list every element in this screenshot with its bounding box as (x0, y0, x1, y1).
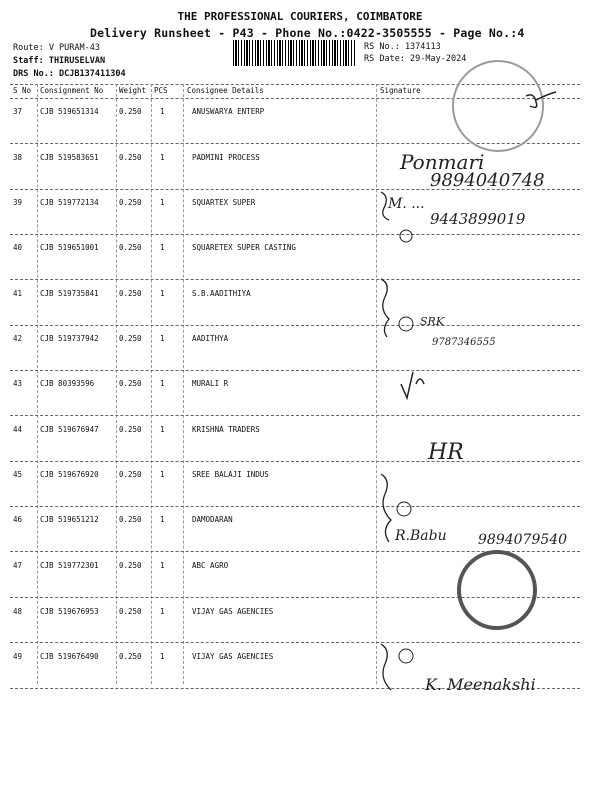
brace-stroke (381, 644, 391, 690)
row-consignee: SQUARETEX SUPER CASTING (192, 243, 296, 252)
col-weight: Weight (119, 86, 147, 95)
row-weight: 0.250 (119, 607, 142, 616)
checkmark-circle (399, 317, 413, 331)
row-pcs: 1 (160, 515, 165, 524)
row-consignee: KRISHNA TRADERS (192, 425, 260, 434)
scribble-stroke (526, 92, 556, 107)
row-weight: 0.250 (119, 289, 142, 298)
row-weight: 0.250 (119, 107, 142, 116)
row-consignee: SQUARTEX SUPER (192, 198, 256, 207)
brace-stroke (381, 279, 389, 337)
col-consignment: Consignment No (40, 86, 104, 95)
brace-stroke (381, 192, 389, 220)
col-signature: Signature (380, 86, 421, 95)
brace-stroke (381, 474, 391, 542)
signature-scribbles (376, 84, 600, 734)
row-sno: 46 (13, 515, 23, 524)
row-weight: 0.250 (119, 470, 142, 479)
row-pcs: 1 (160, 425, 165, 434)
staff-label: Staff: THIRUSELVAN (13, 56, 106, 66)
row-consignment-no: CJB 519651001 (40, 243, 99, 252)
row-consignee: VIJAY GAS AGENCIES (192, 607, 274, 616)
row-weight: 0.250 (119, 561, 142, 570)
row-consignee: PADMINI PROCESS (192, 153, 260, 162)
row-consignment-no: CJB 519651212 (40, 515, 99, 524)
row-pcs: 1 (160, 607, 165, 616)
company-title: THE PROFESSIONAL COURIERS, COIMBATORE (177, 10, 423, 23)
row-sno: 41 (13, 289, 23, 298)
row-consignee: DAMODARAN (192, 515, 233, 524)
row-weight: 0.250 (119, 515, 142, 524)
checkmark-circle (397, 502, 411, 516)
row-pcs: 1 (160, 470, 165, 479)
row-consignment-no: CJB 519737942 (40, 334, 99, 343)
row-weight: 0.250 (119, 652, 142, 661)
row-weight: 0.250 (119, 153, 142, 162)
rs-no: RS No.: 1374113 (364, 42, 441, 52)
row-sno: 40 (13, 243, 23, 252)
row-pcs: 1 (160, 198, 165, 207)
row-weight: 0.250 (119, 379, 142, 388)
checkmark-circle (399, 649, 413, 663)
row-pcs: 1 (160, 153, 165, 162)
row-consignment-no: CJB 519676490 (40, 652, 99, 661)
signature-text: M. ... (388, 196, 425, 212)
signature-text: Ponmari (400, 150, 485, 174)
row-consignee: S.B.AADITHIYA (192, 289, 251, 298)
row-pcs: 1 (160, 561, 165, 570)
row-pcs: 1 (160, 334, 165, 343)
signature-text: R.Babu (395, 528, 447, 544)
scribble-stroke (401, 372, 424, 398)
signature-text: K. Meenakshi (425, 675, 536, 694)
row-weight: 0.250 (119, 198, 142, 207)
row-sno: 39 (13, 198, 23, 207)
row-pcs: 1 (160, 289, 165, 298)
row-consignment-no: CJB 519772301 (40, 561, 99, 570)
row-consignment-no: CJB 80393596 (40, 379, 95, 388)
row-consignment-no: CJB 519676920 (40, 470, 99, 479)
row-consignment-no: CJB 519676953 (40, 607, 99, 616)
signature-text: 9787346555 (432, 337, 496, 348)
drs-label: DRS No.: DCJB137411304 (13, 69, 126, 79)
row-consignee: ANUSWARYA ENTERP (192, 107, 265, 116)
row-sno: 44 (13, 425, 23, 434)
row-sno: 47 (13, 561, 23, 570)
col-consignee: Consignee Details (187, 86, 264, 95)
row-consignment-no: CJB 519676947 (40, 425, 99, 434)
route-label: Route: V PURAM-43 (13, 43, 100, 53)
signature-text: 9443899019 (430, 210, 526, 228)
row-pcs: 1 (160, 243, 165, 252)
row-weight: 0.250 (119, 243, 142, 252)
barcode (233, 40, 355, 66)
row-weight: 0.250 (119, 425, 142, 434)
rs-date: RS Date: 29-May-2024 (364, 54, 467, 64)
signature-text: HR (428, 440, 464, 465)
row-consignment-no: CJB 519772134 (40, 198, 99, 207)
row-consignee: AADITHYA (192, 334, 229, 343)
row-sno: 37 (13, 107, 23, 116)
row-consignment-no: CJB 519651314 (40, 107, 99, 116)
signature-text: 9894079540 (478, 532, 568, 548)
row-sno: 48 (13, 607, 23, 616)
row-sno: 43 (13, 379, 23, 388)
row-pcs: 1 (160, 379, 165, 388)
signature-text: SRK (420, 315, 445, 328)
row-consignee: ABC AGRO (192, 561, 229, 570)
row-weight: 0.250 (119, 334, 142, 343)
row-consignee: VIJAY GAS AGENCIES (192, 652, 274, 661)
row-consignment-no: CJB 519583651 (40, 153, 99, 162)
signature-text: 9894040748 (430, 170, 545, 191)
row-consignee: MURALI R (192, 379, 229, 388)
row-consignee: SREE BALAJI INDUS (192, 470, 269, 479)
row-consignment-no: CJB 519735841 (40, 289, 99, 298)
row-pcs: 1 (160, 107, 165, 116)
row-pcs: 1 (160, 652, 165, 661)
checkmark-circle (400, 230, 412, 242)
col-pcs: PCS (154, 86, 168, 95)
runsheet-subtitle: Delivery Runsheet - P43 - Phone No.:0422-3505555 - Page No.:4 (90, 26, 525, 40)
row-sno: 45 (13, 470, 23, 479)
row-sno: 38 (13, 153, 23, 162)
col-sno: S No (13, 86, 32, 95)
row-sno: 42 (13, 334, 23, 343)
row-sno: 49 (13, 652, 23, 661)
